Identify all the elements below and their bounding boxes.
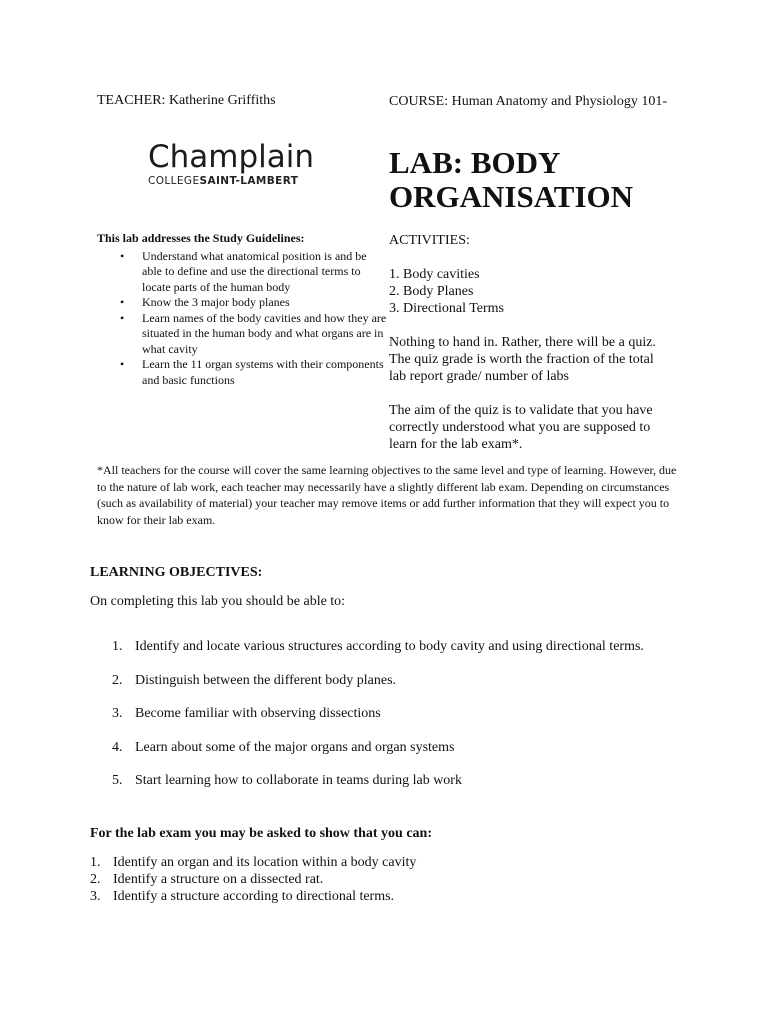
logo-subtitle-campus: SAINT-LAMBERT bbox=[199, 175, 299, 187]
objective-number: 2. bbox=[112, 672, 123, 688]
learning-objectives-list bbox=[112, 639, 712, 807]
objective-item bbox=[112, 706, 712, 740]
exam-item-text: Identify a structure according to directional terms. bbox=[113, 889, 395, 904]
guideline-item: • Know the 3 major body planes bbox=[142, 295, 387, 311]
objective-number: 5. bbox=[112, 773, 123, 789]
exam-item-text: Identify an organ and its location within a body cavity bbox=[113, 855, 417, 870]
objective-number: 3. bbox=[112, 706, 123, 722]
learning-objectives-heading: LEARNING OBJECTIVES: bbox=[90, 565, 263, 580]
guidelines-title: This lab addresses the Study Guidelines: bbox=[97, 231, 305, 245]
logo-subtitle-college: COLLEGE bbox=[148, 175, 200, 187]
activity-item: 3. Directional Terms bbox=[389, 301, 505, 316]
lab-exam-list bbox=[90, 854, 690, 905]
objective-item bbox=[112, 773, 712, 807]
guideline-item: • Learn the 11 organ systems with their components and basic functions bbox=[142, 357, 387, 388]
exam-item-text: Identify a structure on a dissected rat. bbox=[113, 872, 324, 887]
teacher-label: TEACHER: Katherine Griffiths bbox=[97, 93, 276, 108]
objective-item bbox=[112, 639, 712, 673]
activities-section bbox=[389, 232, 669, 453]
quiz-paragraph: Nothing to hand in. Rather, there will be a quiz. The quiz grade is worth the fraction of the total lab report grade/ number of labs bbox=[389, 335, 656, 384]
exam-item-number: 1. bbox=[90, 855, 101, 870]
study-guidelines bbox=[97, 231, 387, 388]
objective-text: Become familiar with observing dissections bbox=[135, 706, 381, 722]
objective-number: 4. bbox=[112, 739, 123, 755]
lab-title: LAB: BODY ORGANISATION bbox=[389, 145, 634, 214]
champlain-logo bbox=[148, 139, 315, 187]
objective-item bbox=[112, 740, 712, 774]
lab-exam-heading: For the lab exam you may be asked to show that you can: bbox=[90, 826, 432, 841]
logo-wordmark: Champlain bbox=[148, 139, 315, 175]
guideline-item: • Learn names of the body cavities and how they are situated in the human body and what organs are in what cavity bbox=[142, 311, 387, 358]
exam-item bbox=[90, 854, 690, 871]
activity-item: 1. Body cavities bbox=[389, 267, 480, 282]
objective-item bbox=[112, 673, 712, 707]
quiz-aim-paragraph: The aim of the quiz is to validate that you have correctly understood what you are supposed to learn for the lab exam*. bbox=[389, 403, 653, 452]
guideline-item: • Understand what anatomical position is and be able to define and use the directional terms to locate parts of the human body bbox=[142, 249, 387, 296]
objective-text: Start learning how to collaborate in teams during lab work bbox=[135, 773, 462, 789]
objective-text: Distinguish between the different body planes. bbox=[135, 672, 397, 688]
objective-number: 1. bbox=[112, 639, 123, 654]
activities-list bbox=[389, 266, 669, 317]
guidelines-list bbox=[97, 249, 387, 389]
footnote: *All teachers for the course will cover the same learning objectives to the same level and type of learning. However, due to the nature of lab work, each teacher may necessarily have a slightly different lab exam. Depending on circumstances (such as availability of material) your teacher may remove items or add further information that they will expect you to know for their lab exam. bbox=[97, 463, 677, 527]
exam-item bbox=[90, 871, 690, 888]
objective-text: Learn about some of the major organs and organ systems bbox=[135, 739, 455, 755]
exam-item-number: 3. bbox=[90, 889, 101, 904]
activity-item: 2. Body Planes bbox=[389, 284, 474, 299]
objective-text: Identify and locate various structures according to body cavity and using directional terms. bbox=[135, 639, 644, 654]
learning-objectives-intro: On completing this lab you should be able to: bbox=[90, 594, 346, 609]
exam-item-number: 2. bbox=[90, 872, 101, 887]
exam-item bbox=[90, 888, 690, 905]
course-label: COURSE: Human Anatomy and Physiology 101- bbox=[389, 94, 668, 109]
logo-subtitle bbox=[148, 175, 298, 187]
activities-heading: ACTIVITIES: bbox=[389, 233, 470, 248]
